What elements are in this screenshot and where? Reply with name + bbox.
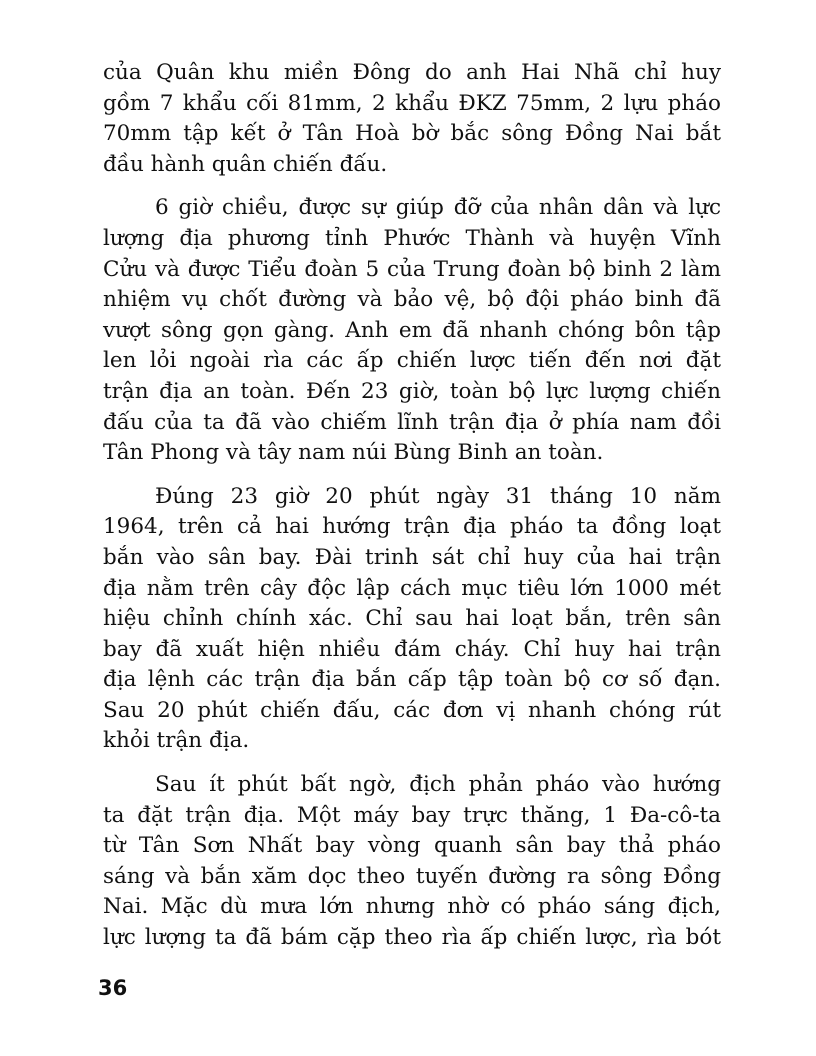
- text-line: Tân Phong và tây nam núi Bùng Binh an toàn.: [103, 440, 604, 466]
- paragraph-3: [103, 482, 721, 757]
- text-line: 6 giờ chiều, được sự giúp đỡ của nhân dân và lực: [155, 195, 721, 221]
- text-line: địa lệnh các trận địa bắn cấp tập toàn bộ cơ số đạn.: [103, 667, 721, 693]
- paragraph-2: [103, 193, 721, 468]
- text-line: địa nằm trên cây độc lập cách mục tiêu lớn 1000 mét: [103, 575, 721, 601]
- text-line: khỏi trận địa.: [103, 728, 250, 754]
- text-line: đầu hành quân chiến đấu.: [103, 151, 388, 177]
- paragraph-4: [103, 770, 721, 954]
- text-line: len lỏi ngoài rìa các ấp chiến lược tiến đến nơi đặt: [103, 348, 721, 374]
- text-line: hiệu chỉnh chính xác. Chỉ sau hai loạt bắn, trên sân: [103, 606, 721, 632]
- text-line: 70mm tập kết ở Tân Hoà bờ bắc sông Đồng Nai bắt: [103, 121, 721, 147]
- text-line: Nai. Mặc dù mưa lớn nhưng nhờ có pháo sáng địch,: [103, 894, 721, 920]
- text-line: gồm 7 khẩu cối 81mm, 2 khẩu ĐKZ 75mm, 2 lựu pháo: [103, 90, 721, 116]
- text-line: 1964, trên cả hai hướng trận địa pháo ta đồng loạt: [103, 514, 721, 540]
- text-line: bắn vào sân bay. Đài trinh sát chỉ huy của hai trận: [103, 544, 721, 570]
- text-line: sáng và bắn xăm dọc theo tuyến đường ra sông Đồng: [103, 863, 721, 889]
- text-line: lực lượng ta đã bám cặp theo rìa ấp chiến lược, rìa bót: [103, 925, 721, 951]
- text-line: Cửu và được Tiểu đoàn 5 của Trung đoàn bộ binh 2 làm: [103, 256, 721, 282]
- text-line: trận địa an toàn. Đến 23 giờ, toàn bộ lực lượng chiến: [103, 378, 721, 404]
- text-line: nhiệm vụ chốt đường và bảo vệ, bộ đội pháo binh đã: [103, 287, 721, 313]
- text-line: Đúng 23 giờ 20 phút ngày 31 tháng 10 năm: [155, 483, 721, 509]
- text-line: lượng địa phương tỉnh Phước Thành và huyện Vĩnh: [103, 225, 721, 251]
- text-line: từ Tân Sơn Nhất bay vòng quanh sân bay thả pháo: [103, 833, 721, 859]
- text-line: đấu của ta đã vào chiếm lĩnh trận địa ở phía nam đồi: [103, 409, 721, 435]
- text-line: vượt sông gọn gàng. Anh em đã nhanh chóng bôn tập: [103, 317, 721, 343]
- page-number: 36: [98, 976, 128, 1000]
- text-line: của Quân khu miền Đông do anh Hai Nhã chỉ huy: [103, 60, 721, 85]
- text-line: Sau 20 phút chiến đấu, các đơn vị nhanh chóng rút: [103, 697, 721, 723]
- book-page-text: [103, 58, 721, 967]
- text-line: bay đã xuất hiện nhiều đám cháy. Chỉ huy hai trận: [103, 636, 721, 662]
- text-line: ta đặt trận địa. Một máy bay trực thăng, 1 Đa-cô-ta: [103, 802, 721, 828]
- text-line: Sau ít phút bất ngờ, địch phản pháo vào hướng: [155, 772, 721, 798]
- paragraph-1: [103, 58, 721, 180]
